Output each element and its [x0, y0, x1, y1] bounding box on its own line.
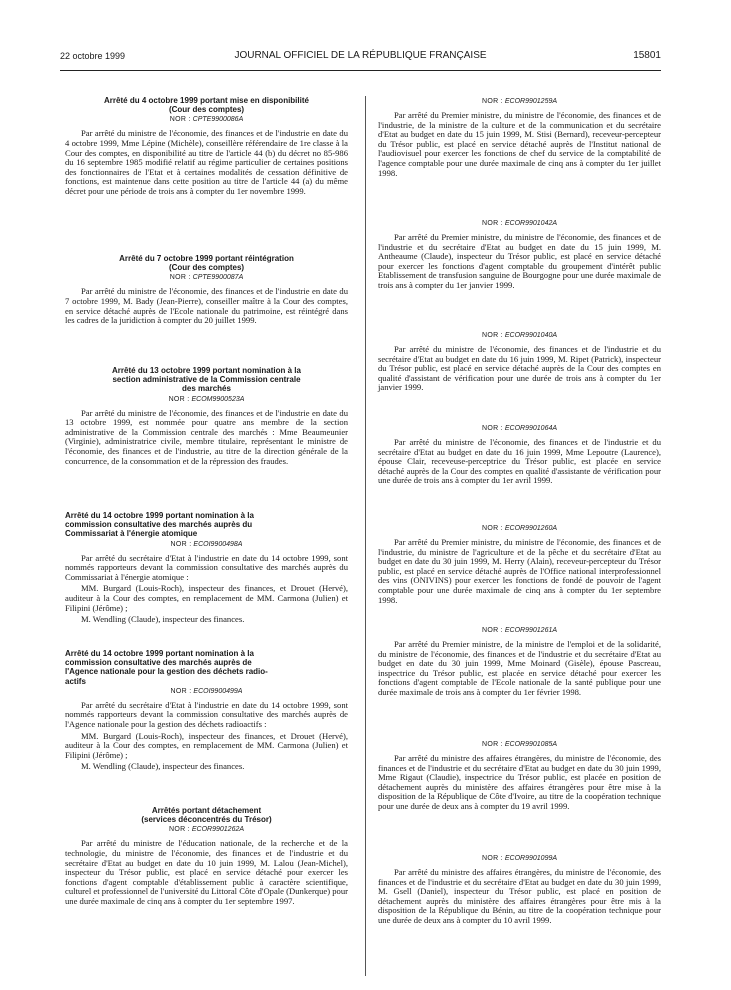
nor-label: NOR :: [481, 741, 503, 748]
decree-block: [378, 853, 661, 928]
decree-paragraph: Par arrêté du Premier ministre, du ministre de l'économie, des finances et de l'industrie et du secrétaire d'Etat au budget en date du 15 juin 1999, M. Antheaume (Claude), inspecteur du Trésor public, est placé en service détaché pour exercer les fonctions d'agent comptable du groupement d'intérêt public Etablissement de transfusion sanguine de Bourgogne pour une durée maximale de trois ans à compter du 1er janvier 1999.: [378, 232, 661, 290]
nor-label: NOR :: [170, 687, 192, 695]
nor-reference: [378, 855, 661, 862]
nor-label: NOR :: [481, 855, 503, 862]
decree-paragraph: Par arrêté du Premier ministre, du ministre de l'économie, des finances et de l'industrie, du ministre de l'agriculture et de la pêche et du secrétaire d'Etat au budget en date du 30 juin 1999, M. Herry (Alain), receveur-percepteur du Trésor public, est placé en service détaché auprès de l'Office national interprofessionnel des vins (ONIVINS) pour exercer les fonctions de fondé de pouvoir de l'agent comptable pour une durée maximale de cinq ans à compter du 1er septembre 1998.: [378, 537, 661, 605]
nor-reference: [65, 541, 348, 548]
decree-block: [378, 423, 661, 488]
nor-code: ECOR9901259A: [504, 98, 558, 105]
nor-code: ECOR9901262A: [191, 826, 245, 834]
decree-paragraph: Par arrêté du Premier ministre, du ministre de l'économie, des finances et de l'industrie, de la ministre de la culture et de la communication et du secrétaire d'Etat au budget en date du 15 juin 1999, M. Stisi (Bernard), receveur-percepteur du Trésor public, est placé en service détaché auprès de l'Institut national de l'audiovisuel pour exercer les fonctions de chef du service de la comptabilité de l'agence comptable pour une durée maximale de cinq ans à compter du 1er juillet 1998.: [378, 110, 661, 178]
nor-label: NOR :: [481, 220, 503, 227]
decree-paragraph: Par arrêté du ministre de l'économie, des finances et de l'industrie en date du 7 octobre 1999, M. Bady (Jean-Pierre), conseiller maître à la Cour des comptes, en service détaché auprès de l'Ecole nationale du patrimoine, est réintégré dans les cadres de la juridiction à compter du 20 juillet 1999.: [65, 286, 348, 326]
decree-paragraph: M. Wendling (Claude), inspecteur des finances.: [81, 614, 245, 625]
decree-title: Arrêté du 4 octobre 1999 portant mise en disponibilité (Cour des comptes): [104, 96, 309, 115]
decree-block: [378, 218, 661, 293]
decree-paragraph: Par arrêté du secrétaire d'Etat à l'industrie en date du 14 octobre 1999, sont nommés rapporteurs devant la commission consultative des marchés auprès du Commissariat à l'énergie atomique :: [65, 552, 348, 582]
nor-reference: [378, 425, 661, 432]
decree-paragraph: Par arrêté du secrétaire d'Etat à l'industrie en date du 14 octobre 1999, sont nommés rapporteurs devant la commission consultative des marchés auprès de l'Agence nationale pour la gestion des déchets radioactifs :: [65, 699, 348, 729]
nor-code: ECOM9900523A: [191, 395, 245, 403]
nor-code: ECOR9901042A: [504, 220, 558, 227]
decree-title: Arrêté du 14 octobre 1999 portant nomination à la commission consultative des marchés auprès du Commissariat à l'énergie atomique: [65, 511, 254, 539]
column-divider: [365, 96, 366, 976]
nor-reference: [65, 396, 348, 403]
decree-paragraph: Par arrêté du ministre des affaires étrangères, du ministre de l'économie, des finances et de l'industrie et du secrétaire d'Etat au budget en date du 30 juin 1999, Mme Rigaut (Claudie), inspectrice du Trésor public, est placée en position de détachement auprès du ministère des affaires étrangères pour être mise à la disposition de la République de Côte d'Ivoire, au titre de la coopération technique pour une durée de deux ans à compter du 19 avril 1999.: [378, 753, 661, 811]
decree-block: [378, 330, 661, 395]
decree-block: [65, 96, 348, 199]
decree-paragraph: Par arrêté du ministre de l'économie, des finances et de l'industrie en date du 13 octobre 1999, est nommée pour quatre ans membre de la section administrative de la Commission centrale des marchés : Mme Beaumeunier (Virginie), administratrice civile, membre titulaire, représentant le ministre de l'économie, des finances et de l'industrie, au titre de la direction générale de la concurrence, de la consommation et de la répression des fraudes.: [65, 407, 348, 466]
decree-block: [65, 366, 348, 468]
decree-block: [378, 625, 661, 700]
nor-code: ECOR9901040A: [504, 332, 558, 339]
decree-block: [378, 739, 661, 814]
decree-paragraph: Par arrêté du ministre des affaires étrangères, du ministre de l'économie, des finances et de l'industrie et du secrétaire d'Etat au budget en date du 30 juin 1999, M. Gsell (Daniel), inspecteur du Trésor public, est placé en position de détachement auprès du ministère des affaires étrangères pour être mis à la disposition de la République du Bénin, au titre de la coopération technique pour une durée de deux ans à compter du 10 avril 1999.: [378, 867, 661, 925]
decree-paragraph: Par arrêté du ministre de l'économie, des finances et de l'industrie et du secrétaire d'Etat au budget en date du 16 juin 1999, Mme Lepoutre (Laurence), épouse Clair, receveuse-perceptrice du Trésor public, est placée en service détaché auprès de la Cour des comptes en qualité d'assistante de vérification pour une durée de trois ans à compter du 1er avril 1999.: [378, 437, 661, 486]
header-date: 22 octobre 1999: [60, 51, 126, 61]
nor-code: CPTE9900087A: [192, 274, 244, 282]
decree-block: [65, 649, 348, 774]
decree-block: [378, 96, 661, 180]
nor-reference: [65, 688, 348, 695]
nor-label: NOR :: [168, 395, 190, 403]
nor-reference: [378, 741, 661, 748]
page-header: [60, 49, 661, 67]
nor-label: NOR :: [481, 525, 503, 532]
nor-code: ECOR9901099A: [504, 855, 558, 862]
nor-label: NOR :: [169, 116, 191, 124]
header-journal-title: JOURNAL OFFICIEL DE LA RÉPUBLIQUE FRANÇAISE: [234, 50, 487, 61]
nor-reference: [65, 274, 348, 281]
decree-paragraph: Par arrêté du Premier ministre, de la ministre de l'emploi et de la solidarité, du ministre de l'économie, des finances et de l'industrie et du secrétaire d'Etat au budget en date du 30 juin 1999, Mme Moinard (Gisèle), épouse Pascreau, inspectrice du Trésor public, est placée en service détaché pour exercer les fonctions d'agent comptable de l'Ecole nationale de la santé publique pour une durée maximale de trois ans à compter du 1er février 1998.: [378, 639, 661, 697]
nor-label: NOR :: [481, 98, 503, 105]
nor-reference: [378, 627, 661, 634]
nor-code: ECOR9901064A: [504, 425, 558, 432]
nor-reference: [65, 116, 348, 123]
decree-paragraph: Par arrêté du ministre de l'économie, des finances et de l'industrie et du secrétaire d'Etat au budget en date du 16 juin 1999, M. Ripet (Patrick), inspecteur du Trésor public, est placé en service détaché auprès de la Cour des comptes en qualité d'assistant de vérification pour une durée de trois ans à compter du 1er janvier 1999.: [378, 344, 661, 393]
nor-label: NOR :: [481, 425, 503, 432]
nor-label: NOR :: [170, 540, 192, 548]
nor-code: ECOR9901085A: [504, 741, 558, 748]
nor-reference: [65, 826, 348, 833]
header-rule: [60, 70, 661, 71]
decree-paragraph: Par arrêté du ministre de l'économie, des finances et de l'industrie en date du 4 octobre 1999, Mme Lépine (Michèle), conseillère référendaire de 1re classe à la Cour des comptes, en disponibilité au titre de l'article 44 (b) du décret no 85-986 du 16 septembre 1985 modifié relatif au régime particulier de certaines positions des fonctionnaires de l'Etat et à certaines modalités de cessation définitive de fonctions, est maintenue dans cette position au titre de l'article 44 (a) du même décret pour une période de trois ans à compter du 1er novembre 1999.: [65, 128, 348, 196]
nor-label: NOR :: [481, 627, 503, 634]
decree-paragraph: MM. Burgard (Louis-Roch), inspecteur des finances, et Drouet (Hervé), auditeur à la Cour des comptes, en remplacement de MM. Carmona (Julien) et Filipini (Jérôme) ;: [65, 730, 348, 760]
nor-reference: [378, 332, 661, 339]
decree-title: Arrêté du 14 octobre 1999 portant nomination à la commission consultative des marchés auprès de l'Agence nationale pour la gestion des déchets radio- actifs: [65, 649, 268, 686]
header-page-number: 15801: [633, 50, 661, 61]
decree-block: [65, 254, 348, 328]
decree-title: Arrêtés portant détachement (services déconcentrés du Trésor): [141, 806, 272, 825]
decree-paragraph: MM. Burgard (Louis-Roch), inspecteur des finances, et Drouet (Hervé), auditeur à la Cour des comptes, en remplacement de MM. Carmona (Julien) et Filipini (Jérôme) ;: [65, 583, 348, 613]
nor-reference: [378, 98, 661, 105]
nor-label: NOR :: [168, 826, 190, 834]
decree-block: [378, 523, 661, 607]
decree-paragraph: Par arrêté du ministre de l'éducation nationale, de la recherche et de la technologie, du ministre de l'économie, des finances et de l'industrie et du secrétaire d'Etat au budget en date du 10 juin 1999, M. Lalou (Jean-Michel), inspecteur du Trésor public, est placé en service détaché pour exercer les fonctions d'agent comptable d'établissement public à caractère scientifique, culturel et professionnel de l'université du Littoral Côte d'Opale (Dunkerque) pour une durée maximale de cinq ans à compter du 1er septembre 1997.: [65, 838, 348, 906]
decree-block: [65, 806, 348, 909]
nor-reference: [378, 220, 661, 227]
nor-label: NOR :: [169, 274, 191, 282]
nor-code: CPTE9900086A: [192, 116, 244, 124]
decree-block: [65, 511, 348, 627]
nor-code: ECOI9900498A: [193, 540, 243, 548]
decree-title: Arrêté du 7 octobre 1999 portant réintégration (Cour des comptes): [119, 254, 294, 273]
nor-reference: [378, 525, 661, 532]
decree-paragraph: M. Wendling (Claude), inspecteur des finances.: [81, 761, 245, 772]
nor-code: ECOI9900499A: [193, 687, 243, 695]
decree-title: Arrêté du 13 octobre 1999 portant nomination à la section administrative de la Commission centrale des marchés: [112, 366, 301, 394]
nor-code: ECOR9901261A: [504, 627, 558, 634]
nor-code: ECOR9901260A: [504, 525, 558, 532]
nor-label: NOR :: [481, 332, 503, 339]
